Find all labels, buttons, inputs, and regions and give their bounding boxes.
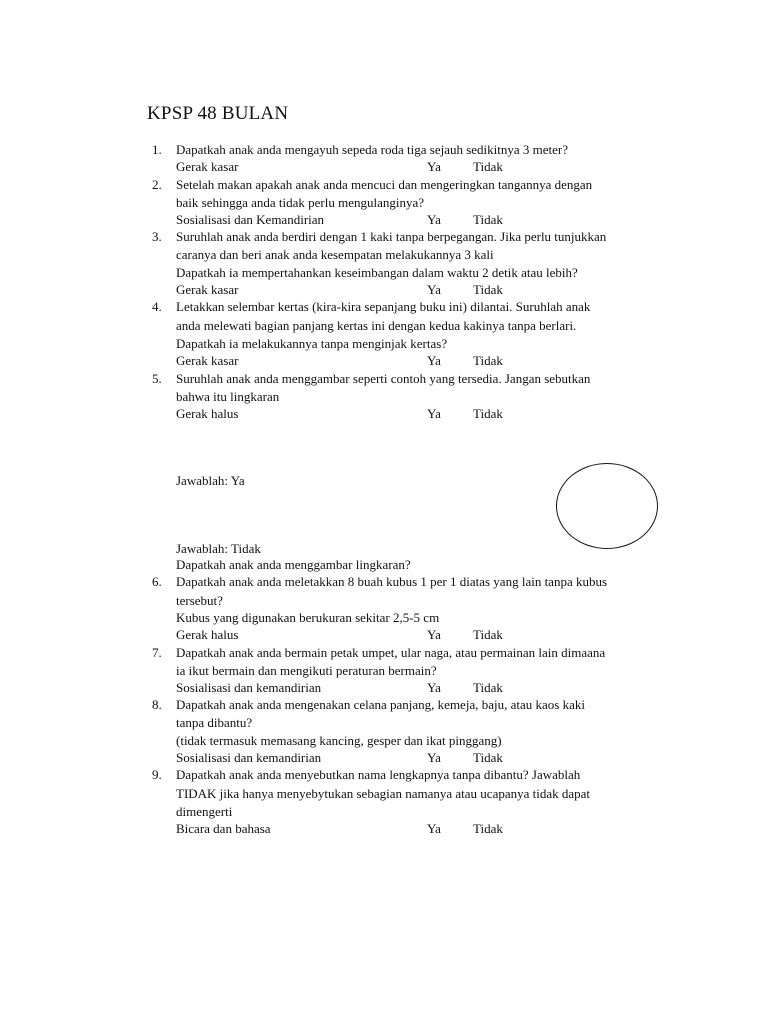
item-7-line-1: Dapatkah anak anda bermain petak umpet, ular naga, atau permainan lain dimaana [176,645,606,660]
item-1-number: 1. [152,142,162,157]
item-7-no-option[interactable]: Tidak [473,680,503,695]
item-5-category: Gerak halus [176,406,239,421]
item-1-category: Gerak kasar [176,159,239,174]
item-7-yes-option[interactable]: Ya [427,680,441,695]
item-9-yes-option[interactable]: Ya [427,821,441,836]
item-8-line-2: tanpa dibantu? [176,715,253,730]
item-5-line-2: bahwa itu lingkaran [176,389,280,404]
item-2-line-2: baik sehingga anda tidak perlu mengulanginya? [176,195,425,210]
item-7-category: Sosialisasi dan kemandirian [176,680,322,695]
item-6-category: Gerak halus [176,627,239,642]
item-8-no-option[interactable]: Tidak [473,750,503,765]
item-3-category: Gerak kasar [176,282,239,297]
item-4-no-option[interactable]: Tidak [473,353,503,368]
item-3-line-1: Suruhlah anak anda berdiri dengan 1 kaki tanpa berpegangan. Jika perlu tunjukkan [176,229,607,244]
item-8-line-1: Dapatkah anak anda mengenakan celana panjang, kemeja, baju, atau kaos kaki [176,697,585,712]
item-3-line-3: Dapatkah ia mempertahankan keseimbangan dalam waktu 2 detik atau lebih? [176,265,578,280]
item-8-yes-option[interactable]: Ya [427,750,441,765]
item-4-yes-option[interactable]: Ya [427,353,441,368]
item-1-line-1: Dapatkah anak anda mengayuh sepeda roda tiga sejauh sedikitnya 3 meter? [176,142,569,157]
item-4-line-2: anda melewati bagian panjang kertas ini dengan kedua kakinya tanpa berlari. [176,318,577,333]
item-2-no-option[interactable]: Tidak [473,212,503,227]
page-title: KPSP 48 BULAN [147,103,289,124]
item-6-line-2: tersebut? [176,593,223,608]
item-6-number: 6. [152,574,162,589]
item-2-category: Sosialisasi dan Kemandirian [176,212,325,227]
item-7-number: 7. [152,645,162,660]
item-5-line-1: Suruhlah anak anda menggambar seperti contoh yang tersedia. Jangan sebutkan [176,371,591,386]
item-9-category: Bicara dan bahasa [176,821,271,836]
item-6-no-option[interactable]: Tidak [473,627,503,642]
item-6-line-3: Kubus yang digunakan berukuran sekitar 2,5-5 cm [176,610,440,625]
item-2-line-1: Setelah makan apakah anak anda mencuci dan mengeringkan tangannya dengan [176,177,593,192]
item-3-no-option[interactable]: Tidak [473,282,503,297]
item-3-line-2: caranya dan beri anak anda kesempatan melakukannya 3 kali [176,247,494,262]
item-5-question: Dapatkah anak anda menggambar lingkaran? [176,557,411,572]
item-3-number: 3. [152,229,162,244]
item-9-line-3: dimengerti [176,804,233,819]
item-6-yes-option[interactable]: Ya [427,627,441,642]
item-4-line-3: Dapatkah ia melakukannya tanpa menginjak kertas? [176,336,448,351]
item-7-line-2: ia ikut bermain dan mengikuti peraturan bermain? [176,663,437,678]
item-9-number: 9. [152,767,162,782]
item-4-line-1: Letakkan selembar kertas (kira-kira sepanjang buku ini) dilantai. Suruhlah anak [176,299,591,314]
example-circle-drawing [556,463,658,549]
item-5-answer-no-note: Jawablah: Tidak [176,541,261,556]
item-5-no-option[interactable]: Tidak [473,406,503,421]
item-6-line-1: Dapatkah anak anda meletakkan 8 buah kubus 1 per 1 diatas yang lain tanpa kubus [176,574,608,589]
item-2-yes-option[interactable]: Ya [427,212,441,227]
item-9-line-1: Dapatkah anak anda menyebutkan nama lengkapnya tanpa dibantu? Jawablah [176,767,581,782]
item-8-number: 8. [152,697,162,712]
item-3-yes-option[interactable]: Ya [427,282,441,297]
item-1-no-option[interactable]: Tidak [473,159,503,174]
item-4-category: Gerak kasar [176,353,239,368]
item-1-yes-option[interactable]: Ya [427,159,441,174]
item-5-answer-yes-note: Jawablah: Ya [176,473,245,488]
item-9-line-2: TIDAK jika hanya menyebytukan sebagian namanya atau ucapanya tidak dapat [176,786,591,801]
item-8-category: Sosialisasi dan kemandirian [176,750,322,765]
item-9-no-option[interactable]: Tidak [473,821,503,836]
item-4-number: 4. [152,299,162,314]
item-8-line-3: (tidak termasuk memasang kancing, gesper dan ikat pinggang) [176,733,502,748]
item-5-yes-option[interactable]: Ya [427,406,441,421]
item-5-number: 5. [152,371,162,386]
item-2-number: 2. [152,177,162,192]
